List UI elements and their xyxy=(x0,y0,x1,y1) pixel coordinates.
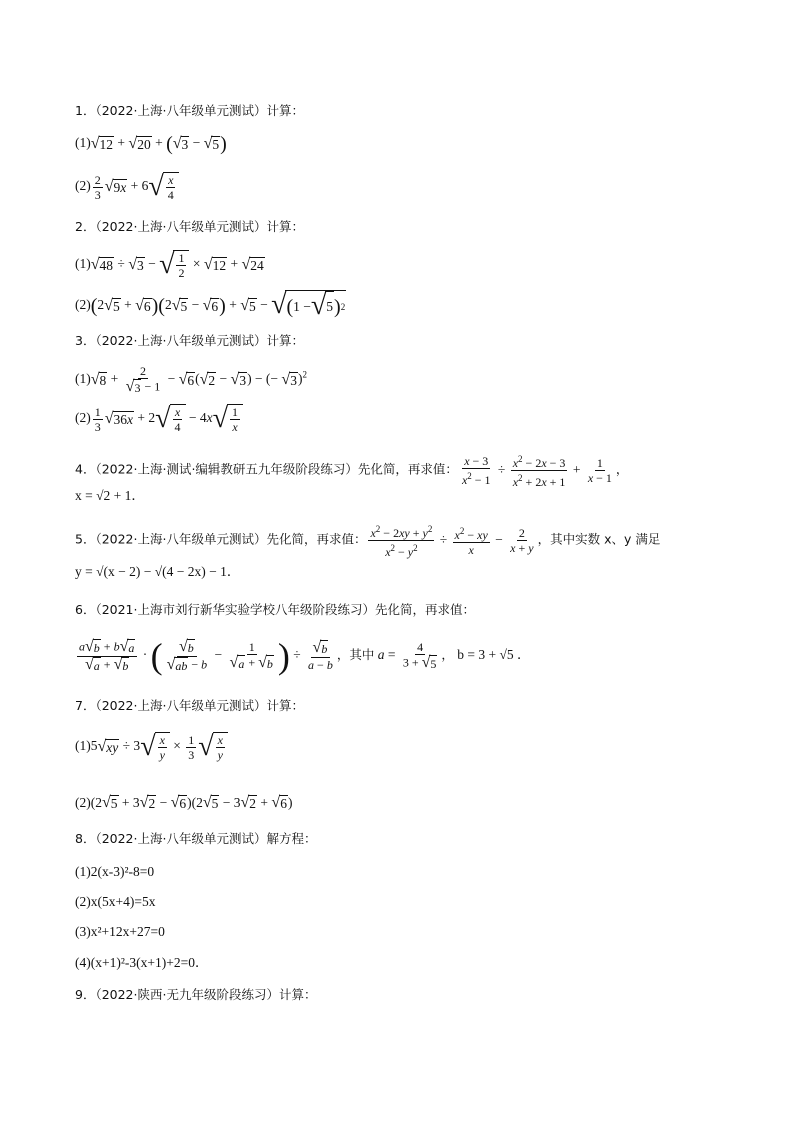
problem-1-header: 1．（2022·上海·八年级单元测试）计算： xyxy=(75,103,304,118)
problem-7-part-1: (1)5 √ xy ÷ 3 √ $\frac{x}{y}$ × $\frac{1}{3}$ √ $\frac{x}{y}$ xyxy=(75,732,228,762)
problem-8-eq-1: (1)2(x-3)²-8=0 xyxy=(75,864,155,879)
problem-3-part-2: (2) $\frac{1}{3}$ √ 36x + 2 √ $\frac{x}{4}$ − 4x √ $\frac{1}{x}$ xyxy=(75,404,243,434)
problem-2-header: 2．（2022·上海·八年级单元测试）计算： xyxy=(75,219,304,234)
problem-6-header: 6．（2021·上海市刘行新华实验学校八年级阶段练习）先化简，再求值： xyxy=(75,602,475,617)
problem-1-part-1: (1) √ 12 + √ 20 + ( √ 3 − √ 5 ) xyxy=(75,133,227,155)
problem-8-eq-2: (2)x(5x+4)=5x xyxy=(75,894,156,909)
problem-3-part-1: (1) √ 8 + 2 √ 3 − 1 − √ 6 ( √ 2 − √ 3 ) − (− √ 3 )$^2$ xyxy=(75,364,307,395)
problem-3-header: 3．（2022·上海·八年级单元测试）计算： xyxy=(75,333,304,348)
problem-8-header: 8．（2022·上海·八年级单元测试）解方程： xyxy=(75,831,317,846)
problem-6-expression: a √ b + b √ a √ a + √ b · ( √ b √ ab − b − 1 √ a + √ b ) ÷ √ b a − b ，其中 a = 4 3 + √ 5 ， b = 3 + √5 ． xyxy=(79,636,531,676)
problem-9-header: 9．（2022·陕西·无九年级阶段练习）计算： xyxy=(75,987,317,1002)
problem-8-eq-4: (4)(x+1)²-3(x+1)+2=0． xyxy=(75,955,209,970)
problem-2-part-2: (2)(2 √ 5 + √ 6 )(2 √ 5 − √ 6 ) + √ 5 − √ ( 1 − √ 5 ) 2 xyxy=(75,289,346,321)
problem-1-part-2: (2) $\frac{2}{3}$ √ 9x + 6 √ $\frac{x}{4}$ xyxy=(75,172,179,202)
problem-5-header: 5．（2022·上海·八年级单元测试）先化简，再求值： $\frac{x^2 - 2xy + y^2}{x^2 - y^2}$ ÷ $\frac{x^2 - xy}{x}$ − $\frac{2}{x + y}$ ，其中实数 x、y 满足 xyxy=(75,524,661,559)
problem-2-part-1: (1) √ 48 ÷ √ 3 − √ $\frac{1}{2}$ × √ 12 + √ 24 xyxy=(75,249,264,280)
problem-8-eq-3: (3)x²+12x+27=0 xyxy=(75,924,165,939)
problem-5-condition: y = √(x − 2) − √(4 − 2x) − 1． xyxy=(75,564,241,579)
problem-7-header: 7．（2022·上海·八年级单元测试）计算： xyxy=(75,698,304,713)
problem-4-header: 4．（2022·上海·测试·编辑教研五九年级阶段练习）先化简，再求值： $\frac{x - 3}{x^2 - 1}$ ÷ $\frac{x^2 - 2x - 3}{x^2 + 2x + 1}$ + $\frac{1}{x - 1}$ ， xyxy=(75,454,629,489)
problem-7-part-2: (2)(2 √ 5 + 3 √ 2 − √ 6 )(2 √ 5 − 3 √ 2 + √ 6 ) xyxy=(75,794,293,812)
problem-4-condition: x = √2 + 1． xyxy=(75,488,145,503)
